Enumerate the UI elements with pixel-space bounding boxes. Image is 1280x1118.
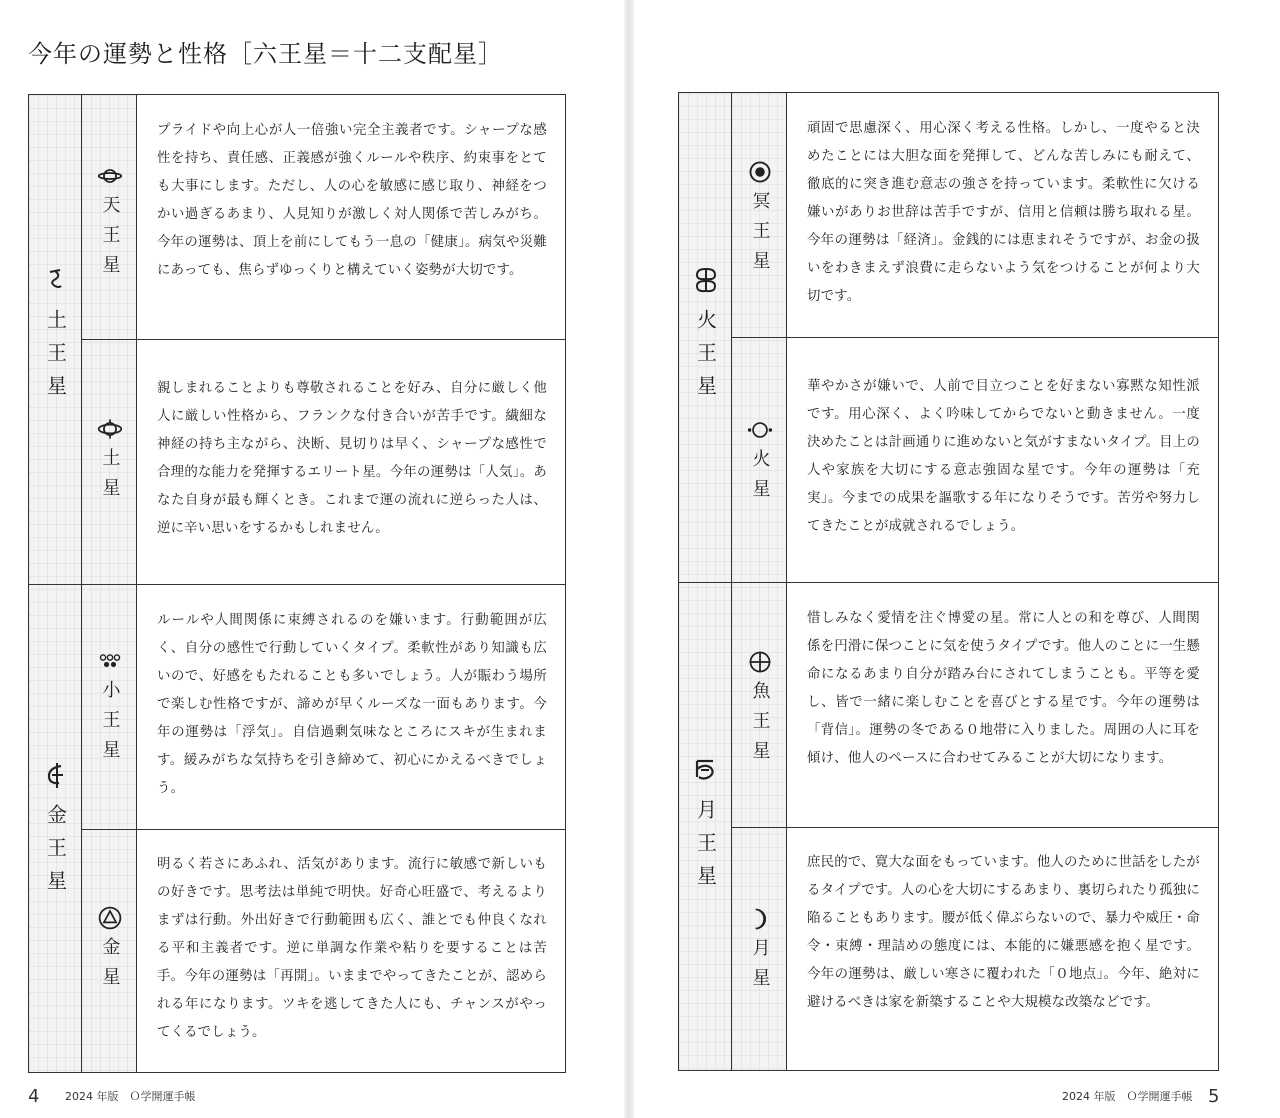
group-label-dooousei — [29, 265, 82, 408]
sub-label-text: 土星 — [99, 448, 121, 508]
sub-label-text: 火星 — [749, 449, 771, 509]
group-label-text: 金王星 — [43, 804, 68, 903]
triangle-in-circle-icon — [97, 905, 123, 931]
sub-label-shouousei — [82, 648, 137, 770]
kinousei-symbol-icon — [41, 760, 71, 790]
circle-with-side-dots-icon — [747, 417, 773, 443]
sub-label-kinsei — [82, 905, 137, 997]
sub-label-text: 小王星 — [99, 680, 121, 770]
description-dosei: 親しまれることよりも尊敬されることを好み、自分に厳しく他人に厳しい性格から、フランクな付き合いが苦手です。繊細な神経の持ち主ながら、決断、見切りは早く、シャープな感性で合理的な能力を発揮するエリート星。今年の運勢は「人気」。あなた自身が最も輝くとき。これまで運の流れに逆らった人は、逆に辛い思いをするかもしれません。 — [157, 381, 547, 536]
sub-label-text: 天王星 — [99, 195, 121, 285]
dots-cluster-icon — [97, 648, 123, 674]
group-label-text: 月王星 — [693, 799, 718, 898]
fortune-table-right — [678, 92, 1219, 1071]
page-title: 今年の運勢と性格［六王星＝十二支配星］ — [28, 40, 503, 68]
page-number-right: 5 — [1208, 1086, 1220, 1107]
footer-right: 2024 年版 Ｏ学開運手帳 — [1062, 1090, 1193, 1103]
sub-label-gessei — [732, 906, 787, 998]
row-divider — [82, 829, 565, 830]
group-label-text: 火王星 — [693, 309, 718, 408]
sub-label-tenousei — [82, 163, 137, 285]
group-divider — [29, 584, 565, 585]
sub-label-text: 魚王星 — [749, 681, 771, 771]
sub-label-text: 冥王星 — [749, 191, 771, 281]
sub-label-meiousei — [732, 159, 787, 281]
crescent-moon-icon — [747, 906, 773, 932]
sub-label-text: 月星 — [749, 938, 771, 998]
getsuousei-symbol-icon — [691, 755, 721, 785]
group-divider — [679, 582, 1218, 583]
row-divider — [732, 827, 1218, 828]
row-divider — [732, 337, 1218, 338]
footer-left: 2024 年版 Ｏ学開運手帳 — [65, 1090, 196, 1103]
cross-in-circle-icon — [747, 649, 773, 675]
row-divider — [82, 339, 565, 340]
sub-label-dosei — [82, 416, 137, 508]
description-meiousei: 頑固で思慮深く、用心深く考える性格。しかし、一度やると決めたことには大胆な面を発揮して、どんな苦しみにも耐えて、徹底的に突き進む意志の強さを持っています。柔軟性に欠ける嫌いがありお世辞は苦手ですが、信用と信頼は勝ち取れる星。今年の運勢は「経済」。金銭的には恵まれそうですが、お金の扱いをわきまえず浪費に走らないよう気をつけることが何より大切です。 — [807, 121, 1200, 304]
sub-label-text: 金星 — [99, 937, 121, 997]
description-kasei: 華やかさが嫌いで、人前で目立つことを好まない寡黙な知性派です。用心深く、よく吟味してからでないと動きません。一度決めたことは計画通りに進めないと気がすまないタイプ。目上の人や家族を大切にする意志強固な星です。今年の運勢は「充実」。今までの成果を謳歌する年になりそうです。苦労や努力してきたことが成就されるでしょう。 — [807, 379, 1200, 534]
kaousei-symbol-icon — [691, 265, 721, 295]
saturn-hook-icon — [41, 265, 71, 295]
description-gessei: 庶民的で、寛大な面をもっています。他人のために世話をしたがるタイプです。人の心を大切にするあまり、裏切られたり孤独に陥ることもあります。腰が低く偉ぶらないので、暴力や威圧・命令・束縛・理詰めの態度には、本能的に嫌悪感を抱く星です。今年の運勢は、厳しい寒さに覆われた「０地点」。今年、絶対に避けるべきは家を新築することや大規模な改築などです。 — [807, 855, 1200, 1010]
group-label-kaousei — [679, 265, 732, 408]
sub-label-gyoousei — [732, 649, 787, 771]
uranus-ringed-planet-icon — [97, 163, 123, 189]
group-label-getsuousei — [679, 755, 732, 898]
page-number-left: 4 — [28, 1086, 40, 1107]
description-kinsei: 明るく若さにあふれ、活気があります。流行に敏感で新しいもの好きです。思考法は単純で明快。好奇心旺盛で、考えるよりまずは行動。外出好きで行動範囲も広く、誰とでも仲良くなれる平和主義者です。逆に単調な作業や粘りを要することは苦手。今年の運勢は「再開」。いままでやってきたことが、認められる年になります。ツキを逃してきた人にも、チャンスがやってくるでしょう。 — [157, 857, 547, 1040]
fortune-table-left — [28, 94, 566, 1073]
dot-in-circle-icon — [747, 159, 773, 185]
group-label-text: 土王星 — [43, 309, 68, 408]
description-gyoousei: 惜しみなく愛情を注ぐ博愛の星。常に人との和を尊び、人間関係を円滑に保つことに気を使うタイプです。他人のことに一生懸命になるあまり自分が踏み台にされてしまうことも。平等を愛し、皆で一緒に楽しむことを喜びとする星です。今年の運勢は「背信」。運勢の冬である０地帯に入りました。周囲の人に耳を傾け、他人のペースに合わせてみることが大切になります。 — [807, 611, 1200, 766]
group-label-kinousei — [29, 760, 82, 903]
book-gutter — [624, 0, 634, 1118]
description-shouousei: ルールや人間関係に束縛されるのを嫌います。行動範囲が広く、自分の感性で行動していくタイプ。柔軟性があり知識も広いので、好感をもたれることも多いでしょう。人が賑わう場所で楽しむ性格ですが、諦めが早くルーズな一面もあります。今年の運勢は「浮気」。自信過剰気味なところにスキが生まれます。緩みがちな気持ちを引き締めて、初心にかえるべきでしょう。 — [157, 613, 547, 796]
description-tenousei: プライドや向上心が人一倍強い完全主義者です。シャープな感性を持ち、責任感、正義感が強くルールや秩序、約束事をとても大事にします。ただし、人の心を敏感に感じ取り、神経をつかい過ぎるあまり、人見知りが激しく対人関係で苦しみがち。今年の運勢は、頂上を前にしてもう一息の「健康」。病気や災難にあっても、焦らずゆっくりと構えていく姿勢が大切です。 — [157, 123, 547, 278]
saturn-ringed-planet-icon — [97, 416, 123, 442]
sub-label-kasei — [732, 417, 787, 509]
